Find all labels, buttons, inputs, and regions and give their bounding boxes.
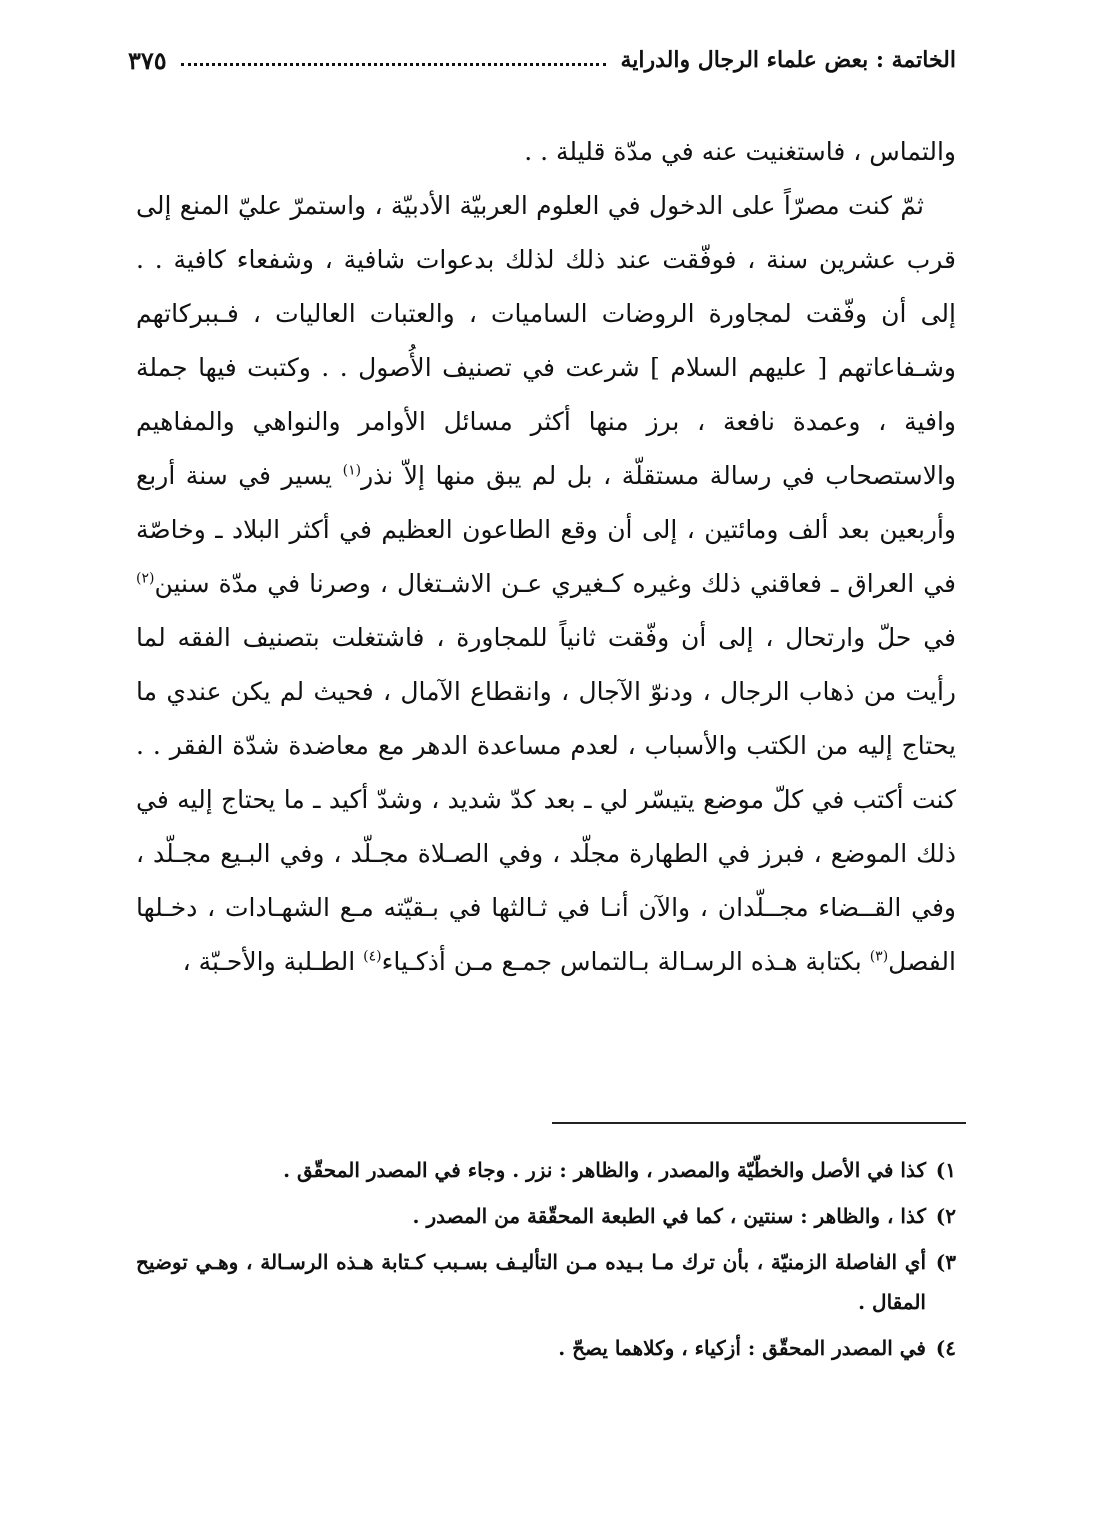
page-number: ٣٧٥ xyxy=(128,45,167,75)
footnote-number: ٤) xyxy=(935,1336,956,1360)
header-title: الخاتمة : بعض علماء الرجال والدراية xyxy=(620,47,956,73)
paragraph-2-part-e: الطـلبة والأحـبّة ، xyxy=(182,947,364,976)
paragraph-2-part-c: في حلّ وارتحال ، إلى أن وفّقت ثانياً للمجاورة ، فاشتغلت بتصنيف الفقه لما رأيت من ذهاب الرجال ، ودنوّ الآجال ، وانقطاع الآمال ، فحيث لم يكن عندي ما يحتاج إليه من الكتب والأسباب ، لعدم مساعدة الدهر مع معاضدة شدّة الفقر . . كنت أكتب في كلّ موضع يتيسّر لي ـ بعد كدّ شديد ، وشدّ أكيد ـ ما يحتاج إليه في ذلك الموضع ، فبرز في الطهارة مجلّد ، وفي الصـلاة مجـلّد ، وفي البـيع مجـلّد ، وفي القــضاء مجــلّدان ، والآن أنـا في ثـالثها في بـقيّته مـع الشهـادات ، دخـلها الفصل xyxy=(136,623,956,976)
footnote-number: ٢) xyxy=(935,1204,956,1228)
footnote-4 xyxy=(136,1328,956,1368)
footnote-1 xyxy=(136,1150,956,1190)
paragraph-1: والتماس ، فاستغنيت عنه في مدّة قليلة . . xyxy=(524,137,956,166)
footnote-2 xyxy=(136,1196,956,1236)
running-header xyxy=(128,38,956,82)
footnote-ref-2: (٢) xyxy=(136,570,155,587)
footnote-number: ٣) xyxy=(935,1250,956,1274)
footnote-ref-3: (٣) xyxy=(869,948,889,965)
footnotes xyxy=(136,1150,956,1374)
footnote-text: كذا في الأصل والخطّيّة والمصدر ، والظاهر : نزر . وجاء في المصدر المحقّق . xyxy=(283,1158,926,1182)
header-dot-leader xyxy=(181,63,607,66)
footnote-ref-4: (٤) xyxy=(363,948,382,965)
paragraph-2-part-d: بكتابة هـذه الرسـالة بـالتماس جمـع مـن أذكـياء xyxy=(381,947,870,976)
paragraph-2 xyxy=(136,179,956,989)
paragraph-2-part-b: يسير في سنة أربع وأربعين بعد ألف ومائتين ، إلى أن وقع الطاعون العظيم في أكثر البلاد ـ وخاصّة في العراق ـ فعاقني ذلك وغيره كـغيري عـن الاشـتغال ، وصرنا في مدّة سنين xyxy=(136,461,956,598)
footnote-text: في المصدر المحقّق : أزكياء ، وكلاهما يصحّ . xyxy=(558,1336,926,1360)
footnote-text: أي الفاصلة الزمنيّة ، بأن ترك مـا بـيده مـن التأليـف بسـبب كـتابة هـذه الرسـالة ، وهـي توضيح المقال . xyxy=(136,1250,926,1314)
footnote-3 xyxy=(136,1242,956,1322)
footnote-separator xyxy=(552,1122,966,1124)
footnote-ref-1: (١) xyxy=(342,462,362,479)
footnote-text: كذا ، والظاهر : سنتين ، كما في الطبعة المحقّقة من المصدر . xyxy=(412,1204,926,1228)
footnote-number: ١) xyxy=(935,1158,956,1182)
main-text xyxy=(136,125,956,989)
paragraph-2-part-a: ثمّ كنت مصرّاً على الدخول في العلوم العربيّة الأدبيّة ، واستمرّ عليّ المنع إلى قرب عشرين سنة ، فوفّقت عند ذلك لذلك بدعوات شافية ، وشفعاء كافية . . إلى أن وفّقت لمجاورة الروضات الساميات ، والعتبات العاليات ، فـببركاتهم وشـفاعاتهم [ عليهم السلام ] شرعت في تصنيف الأُصول . . وكتبت فيها جملة وافية ، وعمدة نافعة ، برز منها أكثر مسائل الأوامر والنواهي والمفاهيم والاستصحاب في رسالة مستقلّة ، بل لم يبق منها إلاّ نذر xyxy=(136,191,956,490)
